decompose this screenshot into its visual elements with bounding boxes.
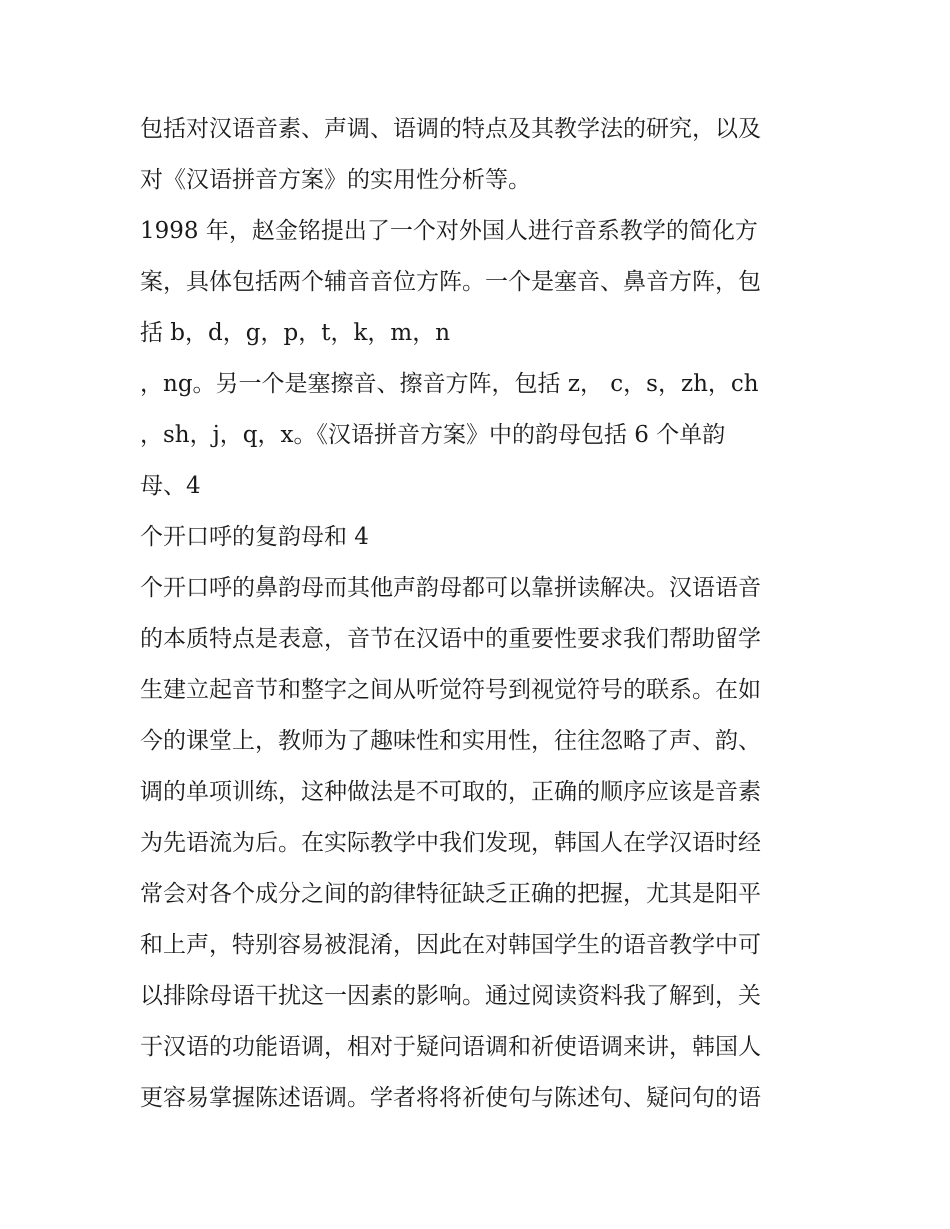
text-line: 生建立起音节和整字之间从听觉符号到视觉符号的联系。在如 [140, 677, 761, 703]
text-line: 1998 年，赵金铭提出了一个对外国人进行音系教学的简化方 [140, 218, 758, 244]
text-line: 调的单项训练，这种做法是不可取的，正确的顺序应该是音素 [140, 779, 761, 805]
text-line: 今的课堂上，教师为了趣味性和实用性，往往忽略了声、韵、 [140, 728, 761, 754]
text-line: 和上声，特别容易被混淆，因此在对韩国学生的语音教学中可 [140, 932, 761, 958]
text-line: 案，具体包括两个辅音音位方阵。一个是塞音、鼻音方阵，包 [140, 269, 761, 295]
text-line: 常会对各个成分之间的韵律特征缺乏正确的把握，尤其是阳平 [140, 881, 761, 907]
text-line: 以排除母语干扰这一因素的影响。通过阅读资料我了解到，关 [140, 983, 761, 1009]
text-line: ，ng。另一个是塞擦音、擦音方阵，包括 z， c，s，zh，ch [140, 371, 759, 397]
text-line: 个开口呼的复韵母和 4 [140, 524, 369, 550]
text-line: 包括对汉语音素、声调、语调的特点及其教学法的研究，以及 [140, 116, 761, 142]
text-line: 于汉语的功能语调，相对于疑问语调和祈使语调来讲，韩国人 [140, 1034, 761, 1060]
text-line: 母、4 [140, 473, 201, 499]
text-line: 的本质特点是表意，音节在汉语中的重要性要求我们帮助留学 [140, 626, 761, 652]
text-line: 更容易掌握陈述语调。学者将将祈使句与陈述句、疑问句的语 [140, 1085, 761, 1111]
text-line: 个开口呼的鼻韵母而其他声韵母都可以靠拼读解决。汉语语音 [140, 575, 761, 601]
text-line: 对《汉语拼音方案》的实用性分析等。 [140, 167, 531, 193]
text-line: 括 b，d，g，p，t，k，m，n [140, 320, 451, 346]
text-line: 为先语流为后。在实际教学中我们发现，韩国人在学汉语时经 [140, 830, 761, 856]
text-line: ，sh，j，q，x。《汉语拼音方案》中的韵母包括 6 个单韵 [140, 422, 726, 448]
body-text [140, 104, 820, 1124]
